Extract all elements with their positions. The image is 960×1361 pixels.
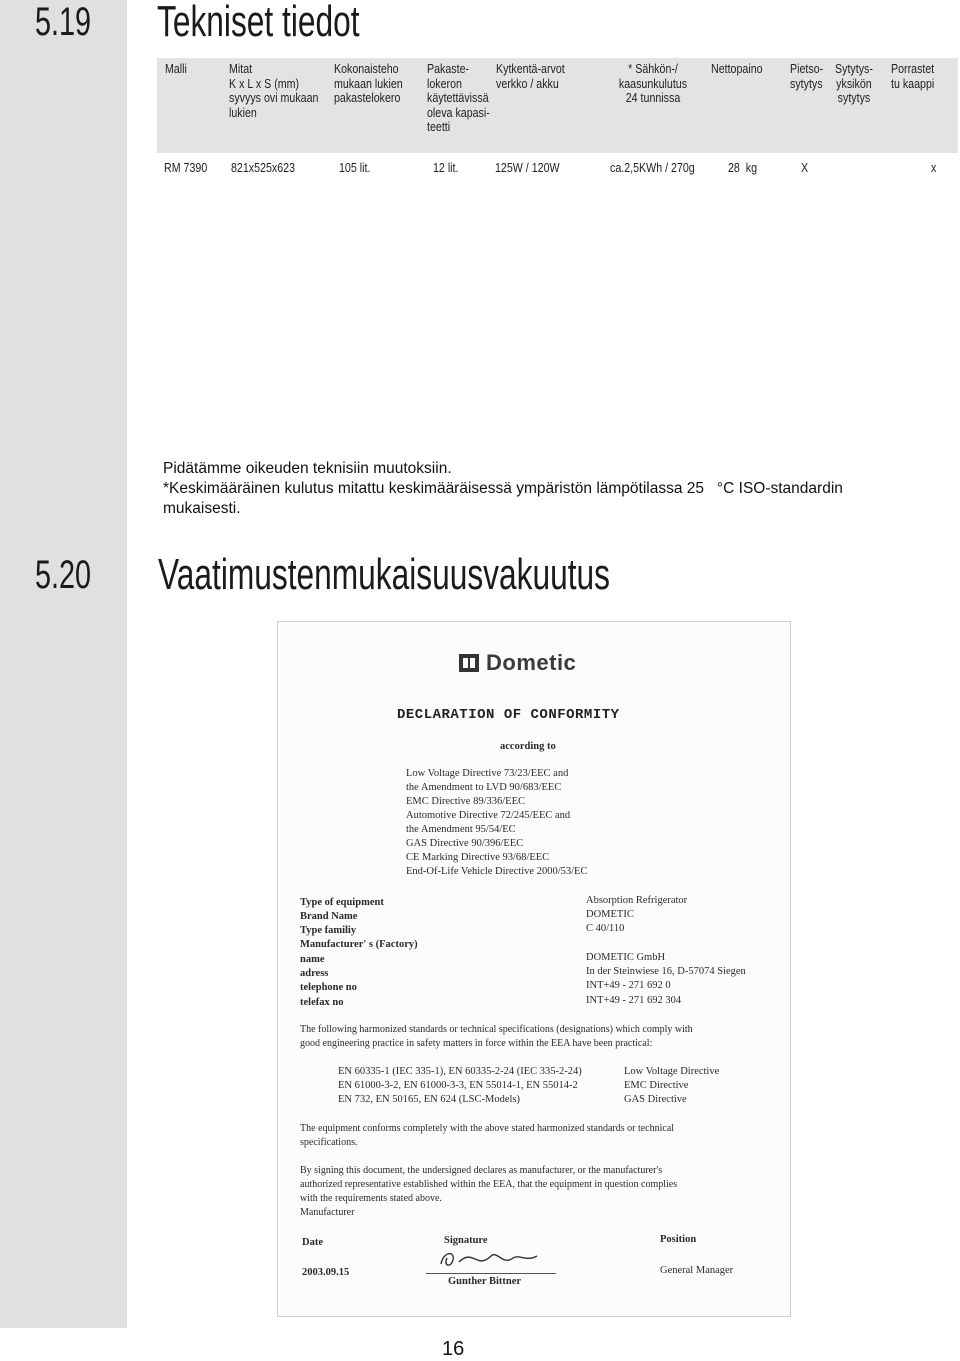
directive-line: the Amendment 95/54/EC (406, 824, 516, 835)
date-label: Date (302, 1237, 323, 1248)
cell-kokonaisteho: 105 lit. (339, 160, 371, 175)
page-number: 16 (442, 1338, 465, 1360)
directive-line: Low Voltage Directive 73/23/EEC and (406, 768, 569, 779)
header-pakastelokeron: Pakaste- lokeron käytettävissä oleva kapasi- teetti (427, 61, 490, 134)
directive-line: EMC Directive 89/336/EEC (406, 796, 525, 807)
header-pietso: Pietso- sytytys (790, 61, 824, 91)
field-value: C 40/110 (586, 923, 625, 934)
field-label: Type familiy (300, 925, 357, 936)
header-sahko: * Sähkön-/ kaasunkulutus 24 tunnissa (618, 61, 688, 105)
notes (163, 459, 953, 519)
declaration-of-conformity-image (277, 621, 791, 1317)
signing-statement-cont: with the requirements stated above. (300, 1193, 442, 1204)
cell-pakastelokeron: 12 lit. (433, 160, 459, 175)
section-number: 5.19 (35, 0, 92, 44)
field-label: adress (300, 968, 329, 979)
field-label: Brand Name (300, 911, 358, 922)
spec-table-header (157, 58, 958, 153)
section-number-2: 5.20 (35, 553, 92, 597)
header-nettopaino: Nettopaino (711, 61, 763, 76)
cell-nettopaino: 28 kg (728, 160, 758, 175)
cell-mitat: 821x525x623 (231, 160, 296, 175)
signer-name: Gunther Bittner (448, 1276, 522, 1287)
conformity-statement-cont: specifications. (300, 1137, 358, 1148)
directive-line: Automotive Directive 72/245/EEC and (406, 810, 571, 821)
directive-line: the Amendment to LVD 90/683/EEC (406, 782, 562, 793)
cell-pietso: X (801, 160, 809, 175)
field-label: telephone no (300, 982, 357, 993)
position-value: General Manager (660, 1265, 734, 1276)
harmonized-intro: The following harmonized standards or technical specifications (designations) which comply with (300, 1024, 693, 1035)
standard-directive: EMC Directive (624, 1080, 689, 1091)
field-label: Manufacturer' s (Factory) (300, 939, 418, 950)
header-sytytys: Sytytys- yksikön sytytys (834, 61, 873, 105)
cell-porrastettu: x (931, 160, 937, 175)
field-value: In der Steinwiese 16, D-57074 Siegen (586, 966, 746, 977)
signature-line (426, 1273, 556, 1274)
standard-line: EN 61000-3-2, EN 61000-3-3, EN 55014-1, EN 55014-2 (338, 1080, 578, 1091)
dometic-logo-text: Dometic (486, 650, 577, 675)
directive-line: CE Marking Directive 93/68/EEC (406, 852, 550, 863)
date-value: 2003.09.15 (302, 1267, 350, 1278)
signing-statement-cont: authorized representative established within the EEA, that the equipment in question complies (300, 1179, 678, 1190)
conformity-statement: The equipment conforms completely with the above stated harmonized standards or technical (300, 1123, 675, 1134)
declaration-title: DECLARATION OF CONFORMITY (397, 707, 620, 723)
field-value: DOMETIC GmbH (586, 952, 666, 963)
spec-table-row (0, 158, 960, 178)
directive-line: End-Of-Life Vehicle Directive 2000/53/EC (406, 866, 588, 877)
cell-sahko: ca.2,5KWh / 270g (610, 160, 695, 175)
standard-line: EN 732, EN 50165, EN 624 (LSC-Models) (338, 1094, 520, 1105)
manufacturer-label: Manufacturer (300, 1207, 355, 1218)
cell-kytkenta: 125W / 120W (495, 160, 560, 175)
field-label: name (300, 954, 325, 965)
header-porrastettu: Porrastet tu kaappi (891, 61, 935, 91)
section-title: Tekniset tiedot (157, 0, 360, 46)
header-malli: Malli (165, 61, 187, 76)
note-consumption-cont: mukaisesti. (163, 500, 241, 517)
header-mitat: Mitat K x L x S (mm) syvyys ovi mukaan lukien (229, 61, 319, 120)
left-margin-band (0, 0, 127, 1328)
standard-directive: GAS Directive (624, 1094, 687, 1105)
directive-line: GAS Directive 90/396/EEC (406, 838, 524, 849)
handwritten-signature (433, 1244, 543, 1274)
field-value: DOMETIC (586, 909, 634, 920)
field-value: INT+49 - 271 692 0 (586, 980, 671, 991)
signature-label: Signature (444, 1235, 488, 1246)
standard-directive: Low Voltage Directive (624, 1066, 720, 1077)
note-consumption: *Keskimääräinen kulutus mitattu keskimääräisessä ympäristön lämpötilassa 25 °C ISO-standardin (163, 480, 843, 497)
harmonized-intro-cont: good engineering practice in safety matters in force within the EEA have been practical: (300, 1038, 653, 1049)
dometic-logo (459, 650, 576, 676)
according-to: according to (500, 741, 556, 752)
field-value: Absorption Refrigerator (586, 895, 688, 906)
section-title-2: Vaatimustenmukaisuusvakuutus (158, 550, 610, 599)
standard-line: EN 60335-1 (IEC 335-1), EN 60335-2-24 (IEC 335-2-24) (338, 1066, 582, 1077)
note-changes: Pidätämme oikeuden teknisiin muutoksiin. (163, 460, 452, 477)
header-kytkenta: Kytkentä-arvot verkko / akku (496, 61, 565, 91)
field-label: telefax no (300, 997, 344, 1008)
signing-statement: By signing this document, the undersigned declares as manufacturer, or the manufacturer's (300, 1165, 663, 1176)
field-label: Type of equipment (300, 897, 384, 908)
field-value: INT+49 - 271 692 304 (586, 995, 682, 1006)
position-label: Position (660, 1234, 697, 1245)
dometic-logo-icon (459, 654, 479, 672)
header-kokonaisteho: Kokonaisteho mukaan lukien pakastelokero (334, 61, 403, 105)
cell-malli: RM 7390 (164, 160, 208, 175)
